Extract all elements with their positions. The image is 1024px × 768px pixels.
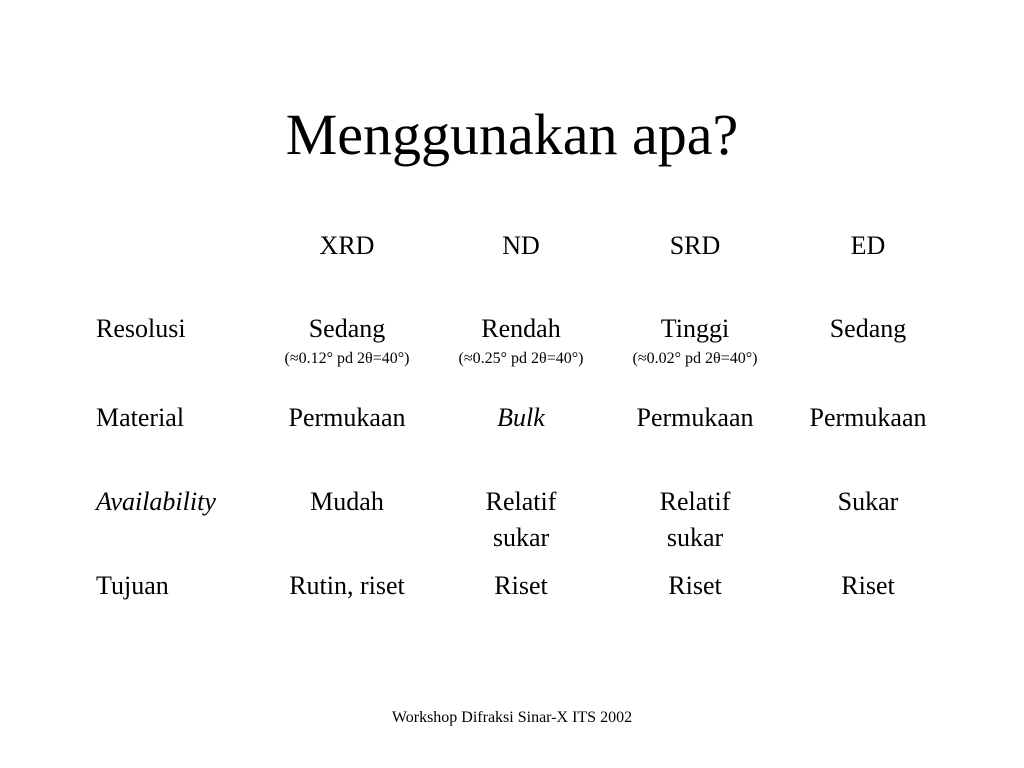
- cell-material-srd: Permukaan: [636, 403, 754, 432]
- cell-resolusi-ed: Sedang: [829, 314, 907, 343]
- cell-material-nd: Bulk: [497, 403, 545, 432]
- column-header-nd: ND: [502, 231, 540, 260]
- cell-resolusi-nd: Rendah: [481, 314, 561, 343]
- cell-availability-nd-line2: sukar: [492, 523, 550, 552]
- cell-availability-xrd: Mudah: [310, 487, 384, 516]
- column-header-ed: ED: [850, 231, 886, 260]
- cell-availability-srd-line2: sukar: [666, 523, 724, 552]
- resolusi-note-xrd: (≈0.12° pd 2θ=40°): [284, 350, 410, 367]
- row-label-resolusi: Resolusi: [96, 314, 186, 343]
- cell-tujuan-ed: Riset: [841, 571, 895, 600]
- cell-availability-ed: Sukar: [837, 487, 899, 516]
- row-label-material: Material: [96, 403, 185, 432]
- resolusi-note-nd: (≈0.25° pd 2θ=40°): [458, 350, 584, 367]
- cell-tujuan-xrd: Rutin, riset: [289, 571, 405, 600]
- row-label-availability: Availability: [96, 487, 216, 516]
- slide-title: Menggunakan apa?: [285, 102, 739, 167]
- resolusi-note-srd: (≈0.02° pd 2θ=40°): [632, 350, 758, 367]
- column-header-srd: SRD: [669, 231, 721, 260]
- row-label-tujuan: Tujuan: [96, 571, 169, 600]
- cell-tujuan-nd: Riset: [494, 571, 548, 600]
- cell-material-xrd: Permukaan: [288, 403, 406, 432]
- cell-material-ed: Permukaan: [809, 403, 927, 432]
- cell-resolusi-srd: Tinggi: [660, 314, 730, 343]
- column-header-xrd: XRD: [319, 231, 375, 260]
- cell-availability-srd-line1: Relatif: [659, 487, 731, 516]
- slide-footer: Workshop Difraksi Sinar-X ITS 2002: [391, 709, 633, 726]
- cell-availability-nd-line1: Relatif: [485, 487, 557, 516]
- cell-tujuan-srd: Riset: [668, 571, 722, 600]
- cell-resolusi-xrd: Sedang: [308, 314, 386, 343]
